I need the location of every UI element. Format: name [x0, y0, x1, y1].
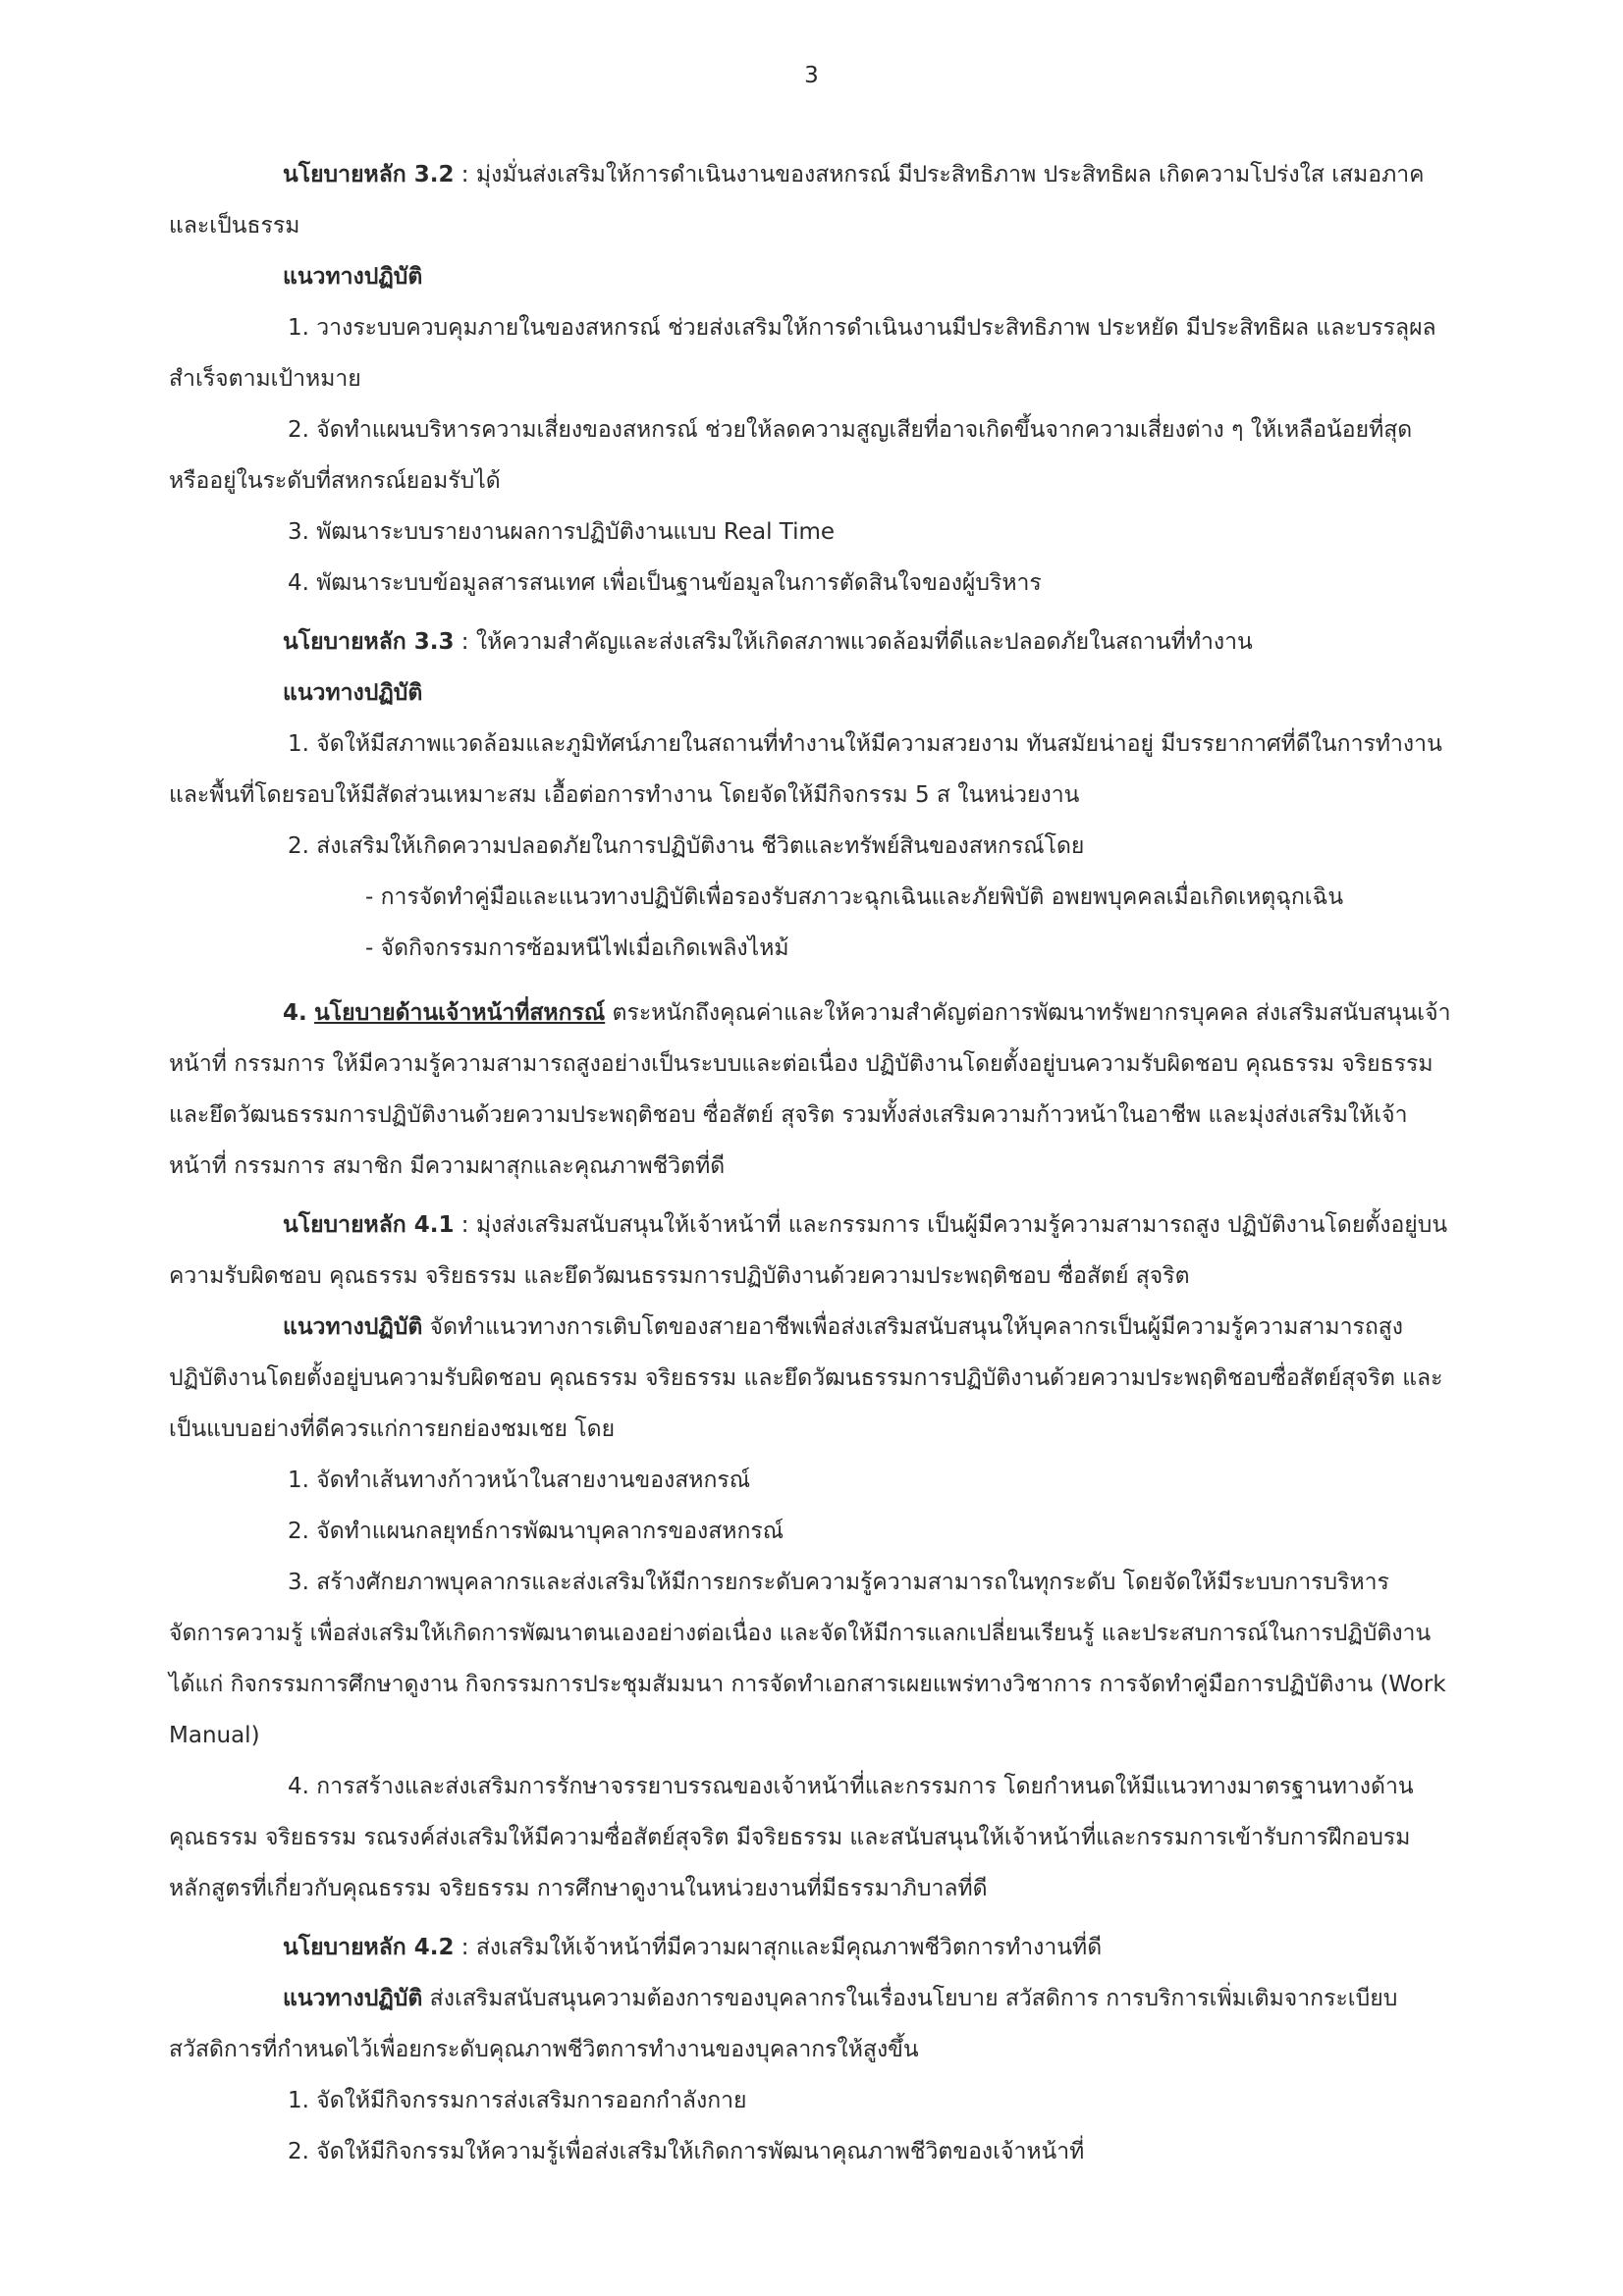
list-item: 1. จัดให้มีสภาพแวดล้อมและภูมิทัศน์ภายในสถานที่ทำงานให้มีความสวยงาม ทันสมัยน่าอยู่ มีบรรยากาศที่ดีในการทำงานและพื้นที่โดยรอบให้มีสัดส่วนเหมาะสม เอื้อต่อการทำงาน โดยจัดให้มีกิจกรรม 5 ส ในหน่วยงาน: [169, 731, 1442, 808]
list-item: 2. ส่งเสริมให้เกิดความปลอดภัยในการปฏิบัติงาน ชีวิตและทรัพย์สินของสหกรณ์โดย: [288, 833, 1085, 859]
sub-list-item: - จัดกิจกรรมการซ้อมหนีไฟเมื่อเกิดเพลิงไหม้: [365, 935, 789, 961]
policy-3-3: [169, 616, 1453, 667]
policy-label: นโยบายหลัก 4.2: [283, 1935, 455, 1960]
list-item: 2. จัดทำแผนบริหารความเสี่ยงของสหกรณ์ ช่วยให้ลดความสูญเสียที่อาจเกิดขึ้นจากความเสี่ยงต่าง ๆ ให้เหลือน้อยที่สุด หรืออยู่ในระดับที่สหกรณ์ยอมรับได้: [169, 417, 1413, 494]
section-4: [169, 988, 1453, 1192]
policy-3-2: [169, 149, 1453, 251]
guideline-paragraph: [169, 1973, 1453, 2075]
policy-label: นโยบายหลัก 3.3: [283, 629, 455, 655]
list-item: 2. จัดให้มีกิจกรรมให้ความรู้เพื่อส่งเสริมให้เกิดการพัฒนาคุณภาพชีวิตของเจ้าหน้าที่: [288, 2139, 1085, 2164]
list-item: 1. จัดให้มีกิจกรรมการส่งเสริมการออกกำลังกาย: [288, 2088, 747, 2113]
guideline-heading: แนวทางปฏิบัติ: [283, 1314, 423, 1340]
policy-text: : ให้ความสำคัญและส่งเสริมให้เกิดสภาพแวดล้อมที่ดีและปลอดภัยในสถานที่ทำงาน: [454, 629, 1253, 655]
policy-text: : ส่งเสริมให้เจ้าหน้าที่มีความผาสุกและมีคุณภาพชีวิตการทำงานที่ดี: [454, 1935, 1103, 1960]
list-item: 3. พัฒนาระบบรายงานผลการปฏิบัติงานแบบ Real Time: [288, 519, 836, 545]
document-body: [169, 149, 1453, 2177]
policy-text: : มุ่งมั่นส่งเสริมให้การดำเนินงานของสหกรณ์ มีประสิทธิภาพ ประสิทธิผล เกิดความโปร่งใส เสมอภาคและเป็นธรรม: [169, 162, 1425, 239]
guideline-paragraph: [169, 1302, 1453, 1455]
sub-list-item: - การจัดทำคู่มือและแนวทางปฏิบัติเพื่อรองรับสภาวะฉุกเฉินและภัยพิบัติ อพยพบุคคลเมื่อเกิดเหตุฉุกเฉิน: [365, 884, 1344, 910]
guideline-heading: แนวทางปฏิบัติ: [283, 1986, 423, 2011]
section-number: 4.: [283, 1000, 307, 1026]
page-number: 3: [804, 63, 819, 88]
policy-text: : มุ่งส่งเสริมสนับสนุนให้เจ้าหน้าที่ และกรรมการ เป็นผู้มีความรู้ความสามารถสูง ปฏิบัติงานโดยตั้งอยู่บนความรับผิดชอบ คุณธรรม จริยธรรม และยึดวัฒนธรรมการปฏิบัติงานด้วยความประพฤติชอบ ซื่อสัตย์ สุจริต: [169, 1212, 1448, 1289]
section-text: ตระหนักถึงคุณค่าและให้ความสำคัญต่อการพัฒนาทรัพยากรบุคคล ส่งเสริมสนับสนุนเจ้าหน้าที่ กรรมการ ให้มีความรู้ความสามารถสูงอย่างเป็นระบบและต่อเนื่อง ปฏิบัติงานโดยตั้งอยู่บนความรับผิดชอบ คุณธรรม จริยธรรม และยึดวัฒนธรรมการปฏิบัติงานด้วยความประพฤติชอบ ซื่อสัตย์ สุจริต รวมทั้งส่งเสริมความก้าวหน้าในอาชีพ และมุ่งส่งเสริมให้เจ้าหน้าที่ กรรมการ สมาชิก มีความผาสุกและคุณภาพชีวิตที่ดี: [169, 1000, 1451, 1179]
policy-label: นโยบายหลัก 4.1: [283, 1212, 455, 1238]
guideline-heading: แนวทางปฏิบัติ: [283, 680, 423, 706]
section-title: นโยบายด้านเจ้าหน้าที่สหกรณ์: [314, 1000, 606, 1026]
list-item: 4. พัฒนาระบบข้อมูลสารสนเทศ เพื่อเป็นฐานข้อมูลในการตัดสินใจของผู้บริหาร: [288, 570, 1042, 596]
list-item: 1. วางระบบควบคุมภายในของสหกรณ์ ช่วยส่งเสริมให้การดำเนินงานมีประสิทธิภาพ ประหยัด มีประสิทธิผล และบรรลุผลสำเร็จตามเป้าหมาย: [169, 315, 1436, 392]
policy-4-1: [169, 1200, 1453, 1302]
list-item: 3. สร้างศักยภาพบุคลากรและส่งเสริมให้มีการยกระดับความรู้ความสามารถในทุกระดับ โดยจัดให้มีระบบการบริหารจัดการความรู้ เพื่อส่งเสริมให้เกิดการพัฒนาตนเองอย่างต่อเนื่อง และจัดให้มีการแลกเปลี่ยนเรียนรู้ และประสบการณ์ในการปฏิบัติงาน ได้แก่ กิจกรรมการศึกษาดูงาน กิจกรรมการประชุมสัมมนา การจัดทำเอกสารเผยแพร่ทางวิชาการ การจัดทำคู่มือการปฏิบัติงาน (Work Manual): [169, 1570, 1446, 1748]
guideline-text: จัดทำแนวทางการเติบโตของสายอาชีพเพื่อส่งเสริมสนับสนุนให้บุคลากรเป็นผู้มีความรู้ความสามารถสูงปฏิบัติงานโดยตั้งอยู่บนความรับผิดชอบ คุณธรรม จริยธรรม และยึดวัฒนธรรมการปฏิบัติงานด้วยความประพฤติชอบซื่อสัตย์สุจริต และเป็นแบบอย่างที่ดีควรแก่การยกย่องชมเชย โดย: [169, 1314, 1443, 1442]
policy-label: นโยบายหลัก 3.2: [283, 162, 455, 187]
guideline-heading: แนวทางปฏิบัติ: [283, 264, 423, 290]
policy-4-2: [169, 1922, 1453, 1973]
list-item: 4. การสร้างและส่งเสริมการรักษาจรรยาบรรณของเจ้าหน้าที่และกรรมการ โดยกำหนดให้มีแนวทางมาตรฐานทางด้านคุณธรรม จริยธรรม รณรงค์ส่งเสริมให้มีความซื่อสัตย์สุจริต มีจริยธรรม และสนับสนุนให้เจ้าหน้าที่และกรรมการเข้ารับการฝึกอบรมหลักสูตรที่เกี่ยวกับคุณธรรม จริยธรรม การศึกษาดูงานในหน่วยงานที่มีธรรมาภิบาลที่ดี: [169, 1774, 1414, 1901]
list-item: 1. จัดทำเส้นทางก้าวหน้าในสายงานของสหกรณ์: [288, 1468, 751, 1493]
list-item: 2. จัดทำแผนกลยุทธ์การพัฒนาบุคลากรของสหกรณ์: [288, 1519, 784, 1544]
guideline-text: ส่งเสริมสนับสนุนความต้องการของบุคลากรในเรื่องนโยบาย สวัสดิการ การบริการเพิ่มเติมจากระเบียบ สวัสดิการที่กำหนดไว้เพื่อยกระดับคุณภาพชีวิตการทำงานของบุคลากรให้สูงขึ้น: [169, 1986, 1398, 2062]
